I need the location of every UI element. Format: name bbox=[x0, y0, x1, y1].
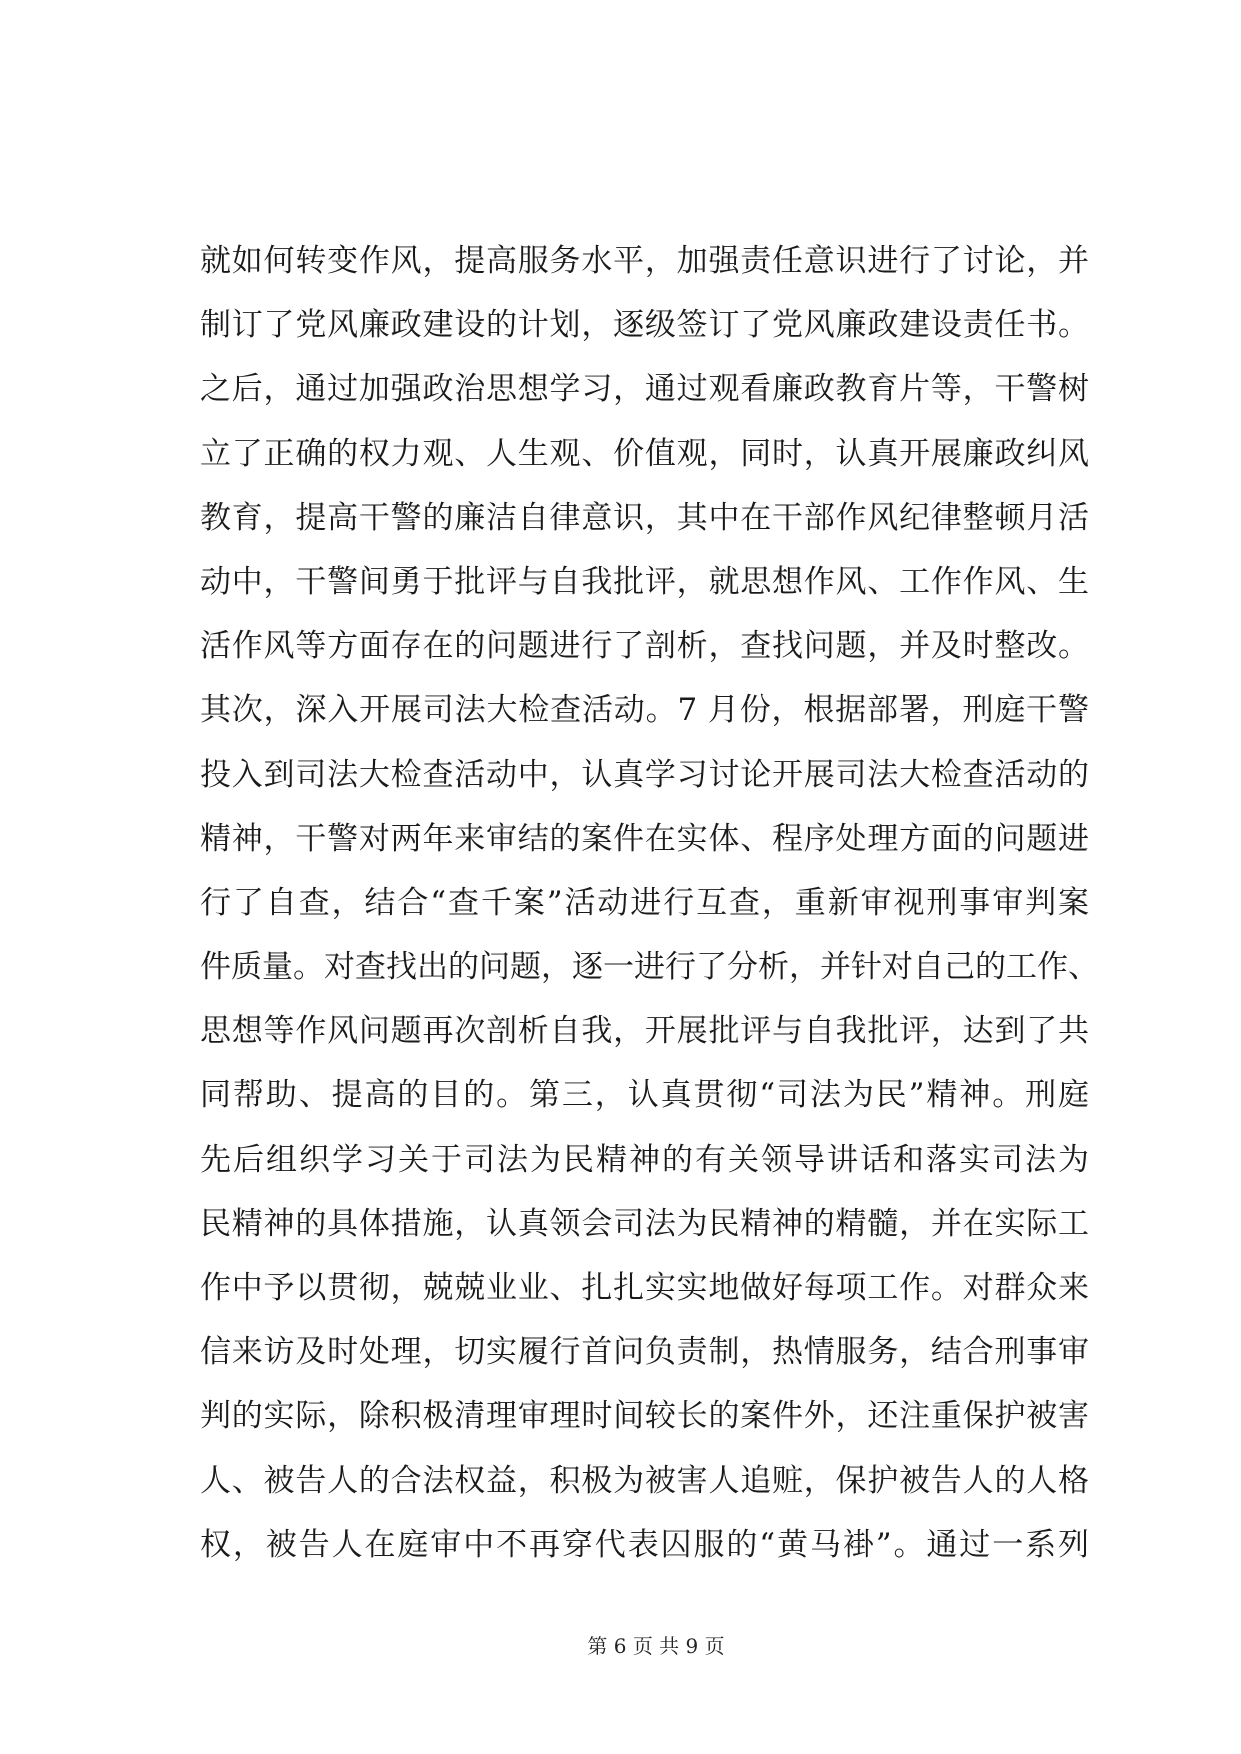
body-text-line: 人、被告人的合法权益，积极为被害人追赃，保护被告人的人格 bbox=[200, 1462, 1089, 1499]
body-text-line: 件质量。对查找出的问题，逐一进行了分析，并针对自己的工作、 bbox=[200, 949, 1099, 986]
body-text-line: 作中予以贯彻，兢兢业业、扎扎实实地做好每项工作。对群众来 bbox=[200, 1270, 1089, 1306]
body-text-line: 民精神的具体措施，认真领会司法为民精神的精髓，并在实际工 bbox=[200, 1205, 1089, 1242]
body-text-line: 动中，干警间勇于批评与自我批评，就思想作风、工作作风、生 bbox=[200, 563, 1089, 600]
body-text-line: 判的实际，除积极清理审理时间较长的案件外，还注重保护被害 bbox=[200, 1398, 1089, 1435]
body-text-line: 立了正确的权力观、人生观、价值观，同时，认真开展廉政纠风 bbox=[200, 435, 1089, 472]
body-text bbox=[200, 229, 1099, 1577]
body-text-line: 信来访及时处理，切实履行首问负责制，热情服务，结合刑事审 bbox=[200, 1334, 1089, 1371]
page-footer: 第 6 页 共 9 页 bbox=[587, 1634, 725, 1658]
body-text-line: 活作风等方面存在的问题进行了剖析，查找问题，并及时整改。 bbox=[200, 628, 1089, 665]
body-text-line: 权，被告人在庭审中不再穿代表囚服的“黄马褂”。通过一系列 bbox=[200, 1526, 1089, 1563]
body-text-line: 制订了党风廉政建设的计划，逐级签订了党风廉政建设责任书。 bbox=[200, 307, 1089, 344]
body-text-line: 教育，提高干警的廉洁自律意识，其中在干部作风纪律整顿月活 bbox=[200, 499, 1089, 536]
body-text-line: 之后，通过加强政治思想学习，通过观看廉政教育片等，干警树 bbox=[200, 371, 1089, 408]
body-text-line: 精神，干警对两年来审结的案件在实体、程序处理方面的问题进 bbox=[200, 820, 1089, 857]
body-text-line: 思想等作风问题再次剖析自我，开展批评与自我批评，达到了共 bbox=[200, 1013, 1089, 1050]
body-text-line: 行了自查，结合“查千案”活动进行互查，重新审视刑事审判案 bbox=[200, 884, 1089, 921]
body-text-line: 其次，深入开展司法大检查活动。7 月份，根据部署，刑庭干警 bbox=[200, 692, 1089, 729]
body-text-line: 同帮助、提高的目的。第三，认真贯彻“司法为民”精神。刑庭 bbox=[200, 1077, 1089, 1114]
body-text-line: 投入到司法大检查活动中，认真学习讨论开展司法大检查活动的 bbox=[200, 756, 1089, 793]
body-text-line: 先后组织学习关于司法为民精神的有关领导讲话和落实司法为 bbox=[200, 1141, 1089, 1178]
body-text-line: 就如何转变作风，提高服务水平，加强责任意识进行了讨论，并 bbox=[200, 243, 1089, 279]
